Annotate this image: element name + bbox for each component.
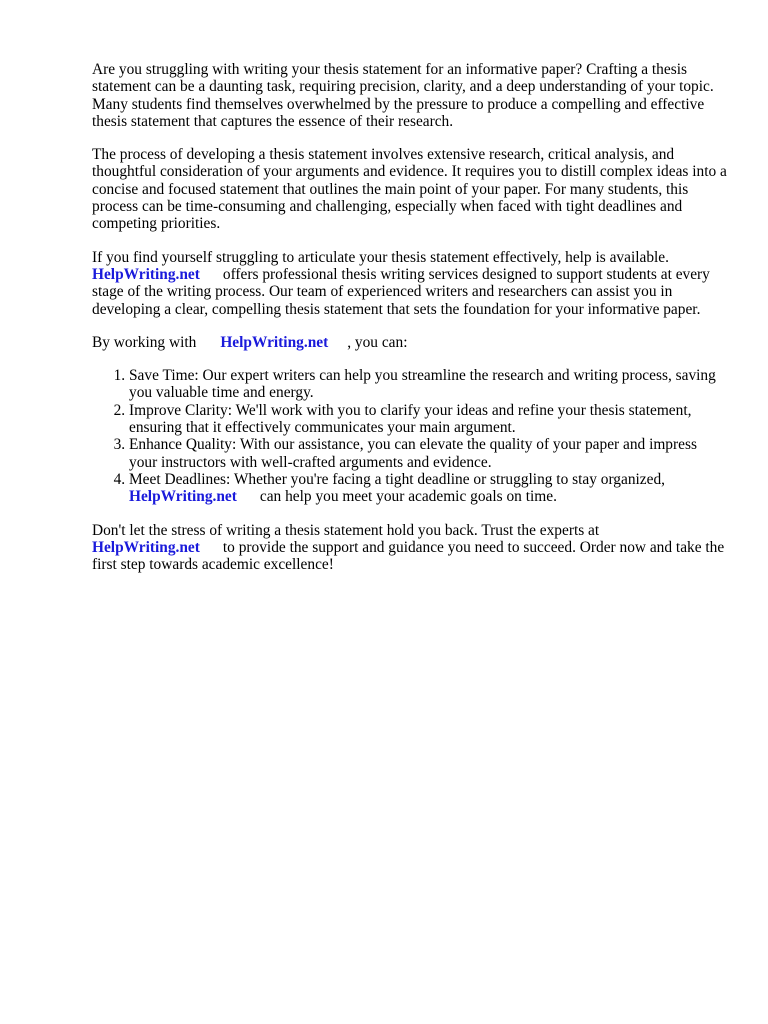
intro-paragraph-1: Are you struggling with writing your thesis statement for an informative paper? Crafting a thesis statement can be a daunting task, requiring precision, clarity, and a deep understanding of your topic. Many students find themselves overwhelmed by the pressure to produce a compelling and effective thesis statement that captures the essence of their research.: [92, 61, 714, 130]
benefit-text: Improve Clarity: We'll work with you to clarify your ideas and refine your thesis statement, ensuring that it effectively communicates your main argument.: [129, 401, 692, 437]
benefits-list: [92, 367, 728, 505]
list-item: [129, 471, 728, 506]
working-with-line: [92, 334, 728, 351]
closing-lead-text: Don't let the stress of writing a thesis statement hold you back. Trust the experts at: [92, 521, 600, 539]
helpwriting-link[interactable]: HelpWriting.net: [92, 265, 200, 283]
benefit-text: Meet Deadlines: Whether you're facing a tight deadline or struggling to stay organized,: [129, 470, 666, 488]
benefit-rest-text: can help you meet your academic goals on time.: [259, 488, 557, 506]
help-rest-text: offers professional thesis writing services designed to support students at every stage of the writing process. Our team of experienced writers and researchers can assist you in developing a clear, compelling thesis statement that sets the foundation for your informative paper.: [92, 265, 710, 318]
list-item: [129, 402, 728, 437]
help-lead-text: If you find yourself struggling to articulate your thesis statement effectively, help is available.: [92, 248, 669, 266]
document-body: [92, 61, 728, 589]
intro-paragraph-2: The process of developing a thesis statement involves extensive research, critical analysis, and thoughtful consideration of your arguments and evidence. It requires you to distill complex ideas into a concise and focused statement that outlines the main point of your paper. For many students, this process can be time-consuming and challenging, especially when faced with tight deadlines and competing priorities.: [92, 146, 727, 233]
helpwriting-link[interactable]: HelpWriting.net: [220, 333, 329, 351]
helpwriting-link[interactable]: HelpWriting.net: [92, 538, 200, 556]
benefit-text: Save Time: Our expert writers can help you streamline the research and writing process, saving you valuable time and energy.: [129, 367, 716, 402]
helpwriting-link[interactable]: HelpWriting.net: [129, 488, 237, 506]
list-item: [129, 367, 728, 402]
benefit-text: Enhance Quality: With our assistance, you can elevate the quality of your paper and impress your instructors with well-crafted arguments and evidence.: [129, 436, 697, 471]
closing-paragraph: [92, 522, 728, 574]
list-item: [129, 436, 728, 471]
help-paragraph: [92, 249, 728, 318]
working-rest-text: , you can:: [347, 333, 408, 351]
working-lead-text: By working with: [92, 333, 197, 351]
closing-rest-text: to provide the support and guidance you need to succeed. Order now and take the first step towards academic excellence!: [92, 538, 725, 574]
